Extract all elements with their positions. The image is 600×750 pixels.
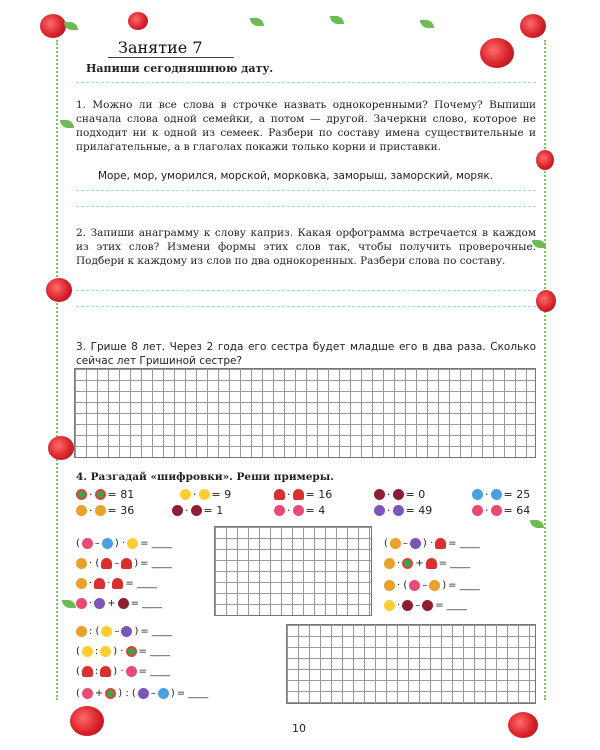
code-value: = 49 bbox=[405, 504, 433, 517]
equation: · ( – ) = ____ bbox=[76, 558, 172, 569]
code-value: = 0 bbox=[405, 488, 426, 501]
leaf-icon bbox=[330, 16, 344, 24]
leaf-icon bbox=[62, 600, 76, 608]
equation: · · = ____ bbox=[76, 578, 157, 589]
watermelon-icon bbox=[402, 558, 413, 569]
flower-icon bbox=[102, 538, 113, 549]
raspberry-icon bbox=[191, 505, 202, 516]
code-value: = 81 bbox=[107, 488, 135, 501]
task-3-text: 3. Грише 8 лет. Через 2 года его сестра будет младше его в два раза. Сколько сейчас лет Гришиной сестре? bbox=[76, 341, 536, 367]
equation: ( : ) · = ____ bbox=[76, 666, 171, 677]
pear-icon bbox=[384, 580, 395, 591]
watermelon-icon bbox=[95, 489, 106, 500]
code-value: = 9 bbox=[211, 488, 232, 501]
flower-icon bbox=[491, 505, 502, 516]
equation: : ( – ) = ____ bbox=[76, 626, 172, 637]
mushroom-icon bbox=[94, 578, 105, 589]
equation: ( – ) · = ____ bbox=[384, 538, 480, 549]
answer-blank[interactable]: = ____ bbox=[140, 538, 172, 549]
equation: · ( – ) = ____ bbox=[384, 580, 480, 591]
writing-line[interactable] bbox=[76, 290, 536, 291]
page-number: 10 bbox=[292, 722, 306, 735]
leaf-icon bbox=[60, 120, 74, 128]
flower-icon bbox=[293, 505, 304, 516]
berry-icon bbox=[118, 598, 129, 609]
writing-line[interactable] bbox=[76, 306, 536, 307]
code-value: = 64 bbox=[503, 504, 531, 517]
code-value: = 16 bbox=[305, 488, 333, 501]
leaf-icon bbox=[530, 520, 544, 528]
code-key: · = 36 bbox=[76, 504, 134, 517]
answer-blank[interactable]: = ____ bbox=[140, 626, 172, 637]
task-1-text: 1. Можно ли все слова в строчке назвать однокоренными? Почему? Выпиши сначала слова одной семейки, а потом — другой. Зачеркни слово, которое не подходит ни к одной из семеек. Разбери по составу имена существительные и прилагательные, а в глаголах покажи только корни и приставки. bbox=[76, 99, 536, 153]
mushroom-icon bbox=[82, 666, 93, 677]
flower-icon bbox=[82, 688, 93, 699]
code-value: = 4 bbox=[305, 504, 326, 517]
equation: · + = ____ bbox=[384, 558, 470, 569]
rose-icon bbox=[48, 436, 74, 460]
mushroom-icon bbox=[435, 538, 446, 549]
answer-grid[interactable] bbox=[74, 368, 536, 458]
mushroom-icon bbox=[112, 578, 123, 589]
mushroom-icon bbox=[293, 489, 304, 500]
title-underline bbox=[108, 57, 234, 58]
raspberry-icon bbox=[422, 600, 433, 611]
pear-icon bbox=[429, 580, 440, 591]
answer-blank[interactable]: = ____ bbox=[138, 666, 171, 677]
pear-icon bbox=[390, 538, 401, 549]
chick-icon bbox=[101, 626, 112, 637]
code-key: · = 81 bbox=[76, 488, 134, 501]
answer-blank[interactable]: = ____ bbox=[438, 558, 471, 569]
calculation-grid[interactable] bbox=[214, 526, 372, 616]
writing-line[interactable] bbox=[76, 190, 536, 191]
code-key: · = 1 bbox=[172, 504, 223, 517]
rose-icon bbox=[70, 706, 104, 736]
code-value: = 25 bbox=[503, 488, 531, 501]
chick-icon bbox=[384, 600, 395, 611]
code-key: · = 25 bbox=[472, 488, 530, 501]
pear-icon bbox=[76, 505, 87, 516]
watermelon-icon bbox=[76, 489, 87, 500]
lesson-title: Занятие 7 bbox=[118, 38, 203, 57]
watermelon-icon bbox=[105, 688, 116, 699]
answer-blank[interactable]: = ____ bbox=[448, 580, 480, 591]
mushroom-icon bbox=[274, 489, 285, 500]
berry-icon bbox=[393, 489, 404, 500]
equation: ( : ) · = ____ bbox=[76, 646, 171, 657]
flower-icon bbox=[126, 666, 137, 677]
code-key: · = 9 bbox=[180, 488, 231, 501]
pear-icon bbox=[95, 505, 106, 516]
flower-icon bbox=[472, 505, 483, 516]
flower-icon bbox=[158, 688, 169, 699]
berry-icon bbox=[374, 489, 385, 500]
flower-icon bbox=[491, 489, 502, 500]
answer-blank[interactable]: = ____ bbox=[448, 538, 480, 549]
berry-icon bbox=[402, 600, 413, 611]
code-key: · = 49 bbox=[374, 504, 432, 517]
pear-icon bbox=[76, 558, 87, 569]
equation: ( – ) · = ____ bbox=[76, 538, 172, 549]
pear-icon bbox=[76, 578, 87, 589]
date-instruction: Напиши сегодняшнюю дату. bbox=[86, 62, 274, 75]
task-4-title: 4. Разгадай «шифровки». Реши примеры. bbox=[76, 471, 334, 483]
watermelon-icon bbox=[126, 646, 137, 657]
code-key: · = 64 bbox=[472, 504, 530, 517]
rose-icon bbox=[536, 150, 554, 170]
flower-icon bbox=[274, 505, 285, 516]
answer-blank[interactable]: = ____ bbox=[140, 558, 172, 569]
grapes-icon bbox=[410, 538, 421, 549]
pear-icon bbox=[384, 558, 395, 569]
rose-icon bbox=[520, 14, 546, 38]
mushroom-icon bbox=[121, 558, 132, 569]
mushroom-icon bbox=[101, 558, 112, 569]
chick-icon bbox=[82, 646, 93, 657]
grapes-icon bbox=[138, 688, 149, 699]
chick-icon bbox=[100, 646, 111, 657]
rose-icon bbox=[40, 14, 66, 38]
grapes-icon bbox=[393, 505, 404, 516]
right-vine bbox=[544, 40, 546, 700]
rose-icon bbox=[128, 12, 148, 30]
equation: · – = ____ bbox=[384, 600, 467, 611]
answer-blank[interactable]: = ____ bbox=[130, 598, 163, 609]
mushroom-icon bbox=[426, 558, 437, 569]
code-key: · = 16 bbox=[274, 488, 332, 501]
leaf-icon bbox=[420, 20, 434, 28]
code-value: = 36 bbox=[107, 504, 135, 517]
rose-icon bbox=[46, 278, 72, 302]
flower-icon bbox=[82, 538, 93, 549]
leaf-icon bbox=[250, 18, 264, 26]
writing-line[interactable] bbox=[76, 82, 536, 83]
grapes-icon bbox=[121, 626, 132, 637]
pear-icon bbox=[76, 626, 87, 637]
left-vine bbox=[56, 40, 58, 700]
answer-blank[interactable]: = ____ bbox=[138, 646, 171, 657]
grapes-icon bbox=[374, 505, 385, 516]
leaf-icon bbox=[64, 22, 78, 30]
flower-icon bbox=[76, 598, 87, 609]
answer-blank[interactable]: = ____ bbox=[125, 578, 157, 589]
mushroom-icon bbox=[100, 666, 111, 677]
flower-icon bbox=[472, 489, 483, 500]
calculation-grid[interactable] bbox=[286, 624, 536, 704]
chick-icon bbox=[127, 538, 138, 549]
rose-icon bbox=[508, 712, 538, 738]
code-value: = 1 bbox=[203, 504, 224, 517]
task-2-text: 2. Запиши анаграмму к слову каприз. Какая орфограмма встречается в каждом из этих слов? Измени формы этих слов так, чтобы получить проверочные. Подбери к каждому из слов по два однокоренных. Разбери слова по составу. bbox=[76, 227, 536, 267]
grapes-icon bbox=[94, 598, 105, 609]
chick-icon bbox=[180, 489, 191, 500]
code-key: · = 0 bbox=[374, 488, 425, 501]
writing-line[interactable] bbox=[76, 206, 536, 207]
equation: · + = ____ bbox=[76, 598, 162, 609]
equation: ( + ) : ( – ) = ____ bbox=[76, 688, 209, 699]
answer-blank[interactable]: = ____ bbox=[176, 688, 209, 699]
rose-icon bbox=[536, 290, 556, 312]
rose-icon bbox=[480, 38, 514, 68]
task-1-words: Море, мор, уморился, морской, морковка, заморыш, заморский, моряк. bbox=[98, 170, 494, 182]
chick-icon bbox=[199, 489, 210, 500]
flower-icon bbox=[409, 580, 420, 591]
code-key: · = 4 bbox=[274, 504, 325, 517]
raspberry-icon bbox=[172, 505, 183, 516]
answer-blank[interactable]: = ____ bbox=[435, 600, 467, 611]
